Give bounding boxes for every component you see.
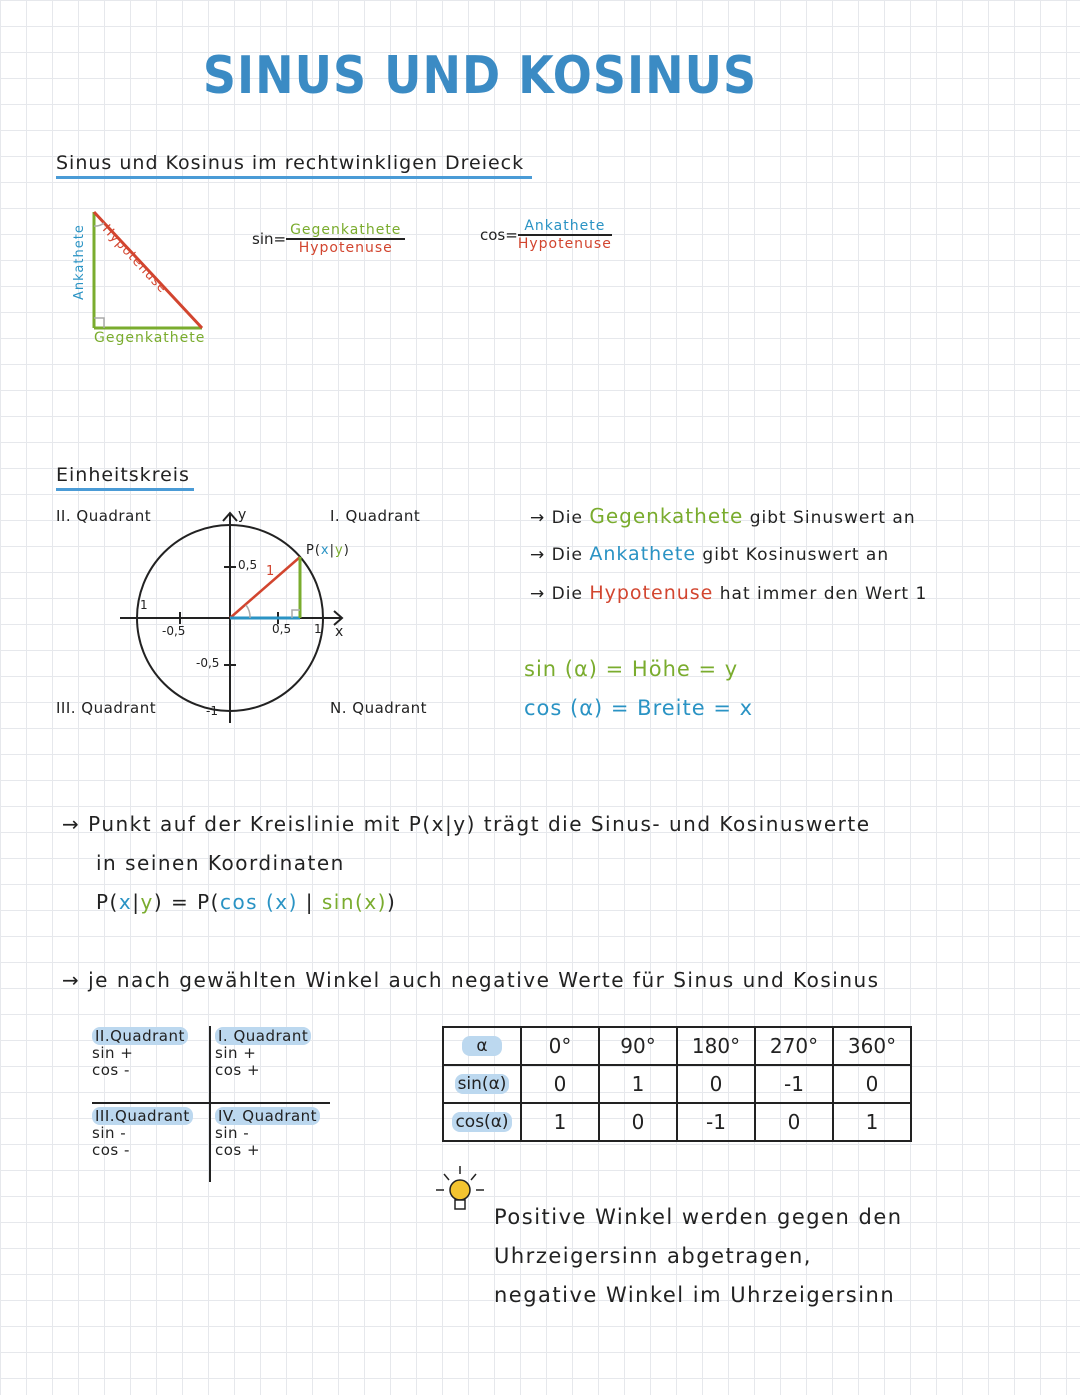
label-quadrant-3: III. Quadrant — [56, 699, 157, 717]
point-text-line1: → Punkt auf der Kreislinie mit P(x|y) trägt die Sinus- und Kosinuswerte — [62, 812, 871, 836]
sin-cos-value-table — [442, 1026, 912, 1142]
tip-line-3: negative Winkel im Uhrzeigersinn — [494, 1283, 896, 1307]
note-hypotenuse: → Die Hypotenuse hat immer den Wert 1 — [530, 582, 928, 604]
tick-label-x-one-right: 1 — [314, 622, 322, 636]
table-cell: -1 — [755, 1065, 833, 1103]
note-ankathete: → Die Ankathete gibt Kosinuswert an — [530, 543, 890, 565]
quadrant-cell-1: I. Quadrant sin + cos + — [215, 1028, 311, 1079]
table-cell: 90° — [599, 1027, 677, 1065]
table-cell: 0 — [833, 1065, 911, 1103]
cos-equation: cos (α) = Breite = x — [524, 696, 754, 720]
tick-label-y-neg: -0,5 — [196, 656, 220, 670]
table-cell: 270° — [755, 1027, 833, 1065]
point-formula: P(x|y) = P(cos (x) | sin(x)) — [96, 890, 397, 914]
tick-label-y-neg-one: -1 — [206, 704, 218, 718]
cos-formula-numerator: Ankathete — [518, 218, 612, 236]
table-cell: 0 — [521, 1065, 599, 1103]
point-p-label: P(x|y) — [306, 543, 350, 558]
label-quadrant-4: N. Quadrant — [330, 699, 428, 717]
negative-values-text: → je nach gewählten Winkel auch negative Werte für Sinus und Kosinus — [62, 968, 880, 992]
table-cell: -1 — [677, 1103, 755, 1141]
table-cell: 1 — [599, 1065, 677, 1103]
table-cell: 360° — [833, 1027, 911, 1065]
tick-label-x-neg: -0,5 — [162, 624, 186, 638]
quadrant-cell-2: II.Quadrant sin + cos - — [92, 1028, 188, 1079]
sin-formula-numerator: Gegenkathete — [286, 222, 405, 240]
table-cell: 0 — [677, 1065, 755, 1103]
label-ankathete: Ankathete — [72, 224, 87, 300]
tip-line-1: Positive Winkel werden gegen den — [494, 1205, 903, 1229]
label-quadrant-2: II. Quadrant — [56, 507, 152, 525]
table-cell: 0° — [521, 1027, 599, 1065]
section-heading-unit-circle: Einheitskreis — [56, 464, 194, 486]
quadrant-cell-4: IV. Quadrant sin - cos + — [215, 1108, 320, 1159]
quadrant-sign-table — [92, 1026, 342, 1186]
table-header-alpha: α — [443, 1027, 521, 1065]
table-cell: 1 — [833, 1103, 911, 1141]
tip-text — [494, 1198, 903, 1315]
radius-label: 1 — [266, 564, 275, 579]
table-row — [443, 1027, 911, 1065]
note-gegenkathete: → Die Gegenkathete gibt Sinuswert an — [530, 504, 916, 528]
angle-alpha-arc — [246, 605, 250, 618]
sin-formula — [252, 222, 405, 256]
table-row-label-cos: cos(α) — [443, 1103, 521, 1141]
label-gegenkathete: Gegenkathete — [94, 330, 206, 346]
table-cell: 1 — [521, 1103, 599, 1141]
table-row — [443, 1065, 911, 1103]
label-quadrant-1: I. Quadrant — [330, 507, 421, 525]
unit-circle-diagram — [110, 505, 350, 730]
cos-formula-denominator: Hypotenuse — [517, 236, 612, 252]
tick-label-y-pos: 0,5 — [238, 558, 258, 572]
table-cell: 0 — [599, 1103, 677, 1141]
cos-formula — [480, 218, 612, 252]
point-text-line2: in seinen Koordinaten — [96, 851, 345, 875]
table-cell: 0 — [755, 1103, 833, 1141]
table-row — [443, 1103, 911, 1141]
sin-formula-denominator: Hypotenuse — [298, 240, 393, 256]
quadrant-cell-3: III.Quadrant sin - cos - — [92, 1108, 193, 1159]
page-title: SINUS UND KOSINUS — [202, 44, 758, 106]
section-heading-triangle: Sinus und Kosinus im rechtwinkligen Dreieck — [56, 152, 532, 174]
cos-formula-label: cos= — [480, 226, 518, 244]
tick-label-x-one-left: 1 — [140, 598, 148, 612]
axis-label-x: x — [335, 624, 344, 640]
lightbulb-icon — [432, 1160, 492, 1220]
tip-line-2: Uhrzeigersinn abgetragen, — [494, 1244, 812, 1268]
label-hypotenuse: Hypotenuse — [99, 222, 171, 297]
tick-label-x-pos: 0,5 — [272, 622, 292, 636]
table-row-label-sin: sin(α) — [443, 1065, 521, 1103]
sin-equation: sin (α) = Höhe = y — [524, 657, 739, 681]
table-cell: 180° — [677, 1027, 755, 1065]
sin-formula-label: sin= — [252, 230, 287, 248]
axis-label-y: y — [238, 507, 247, 523]
